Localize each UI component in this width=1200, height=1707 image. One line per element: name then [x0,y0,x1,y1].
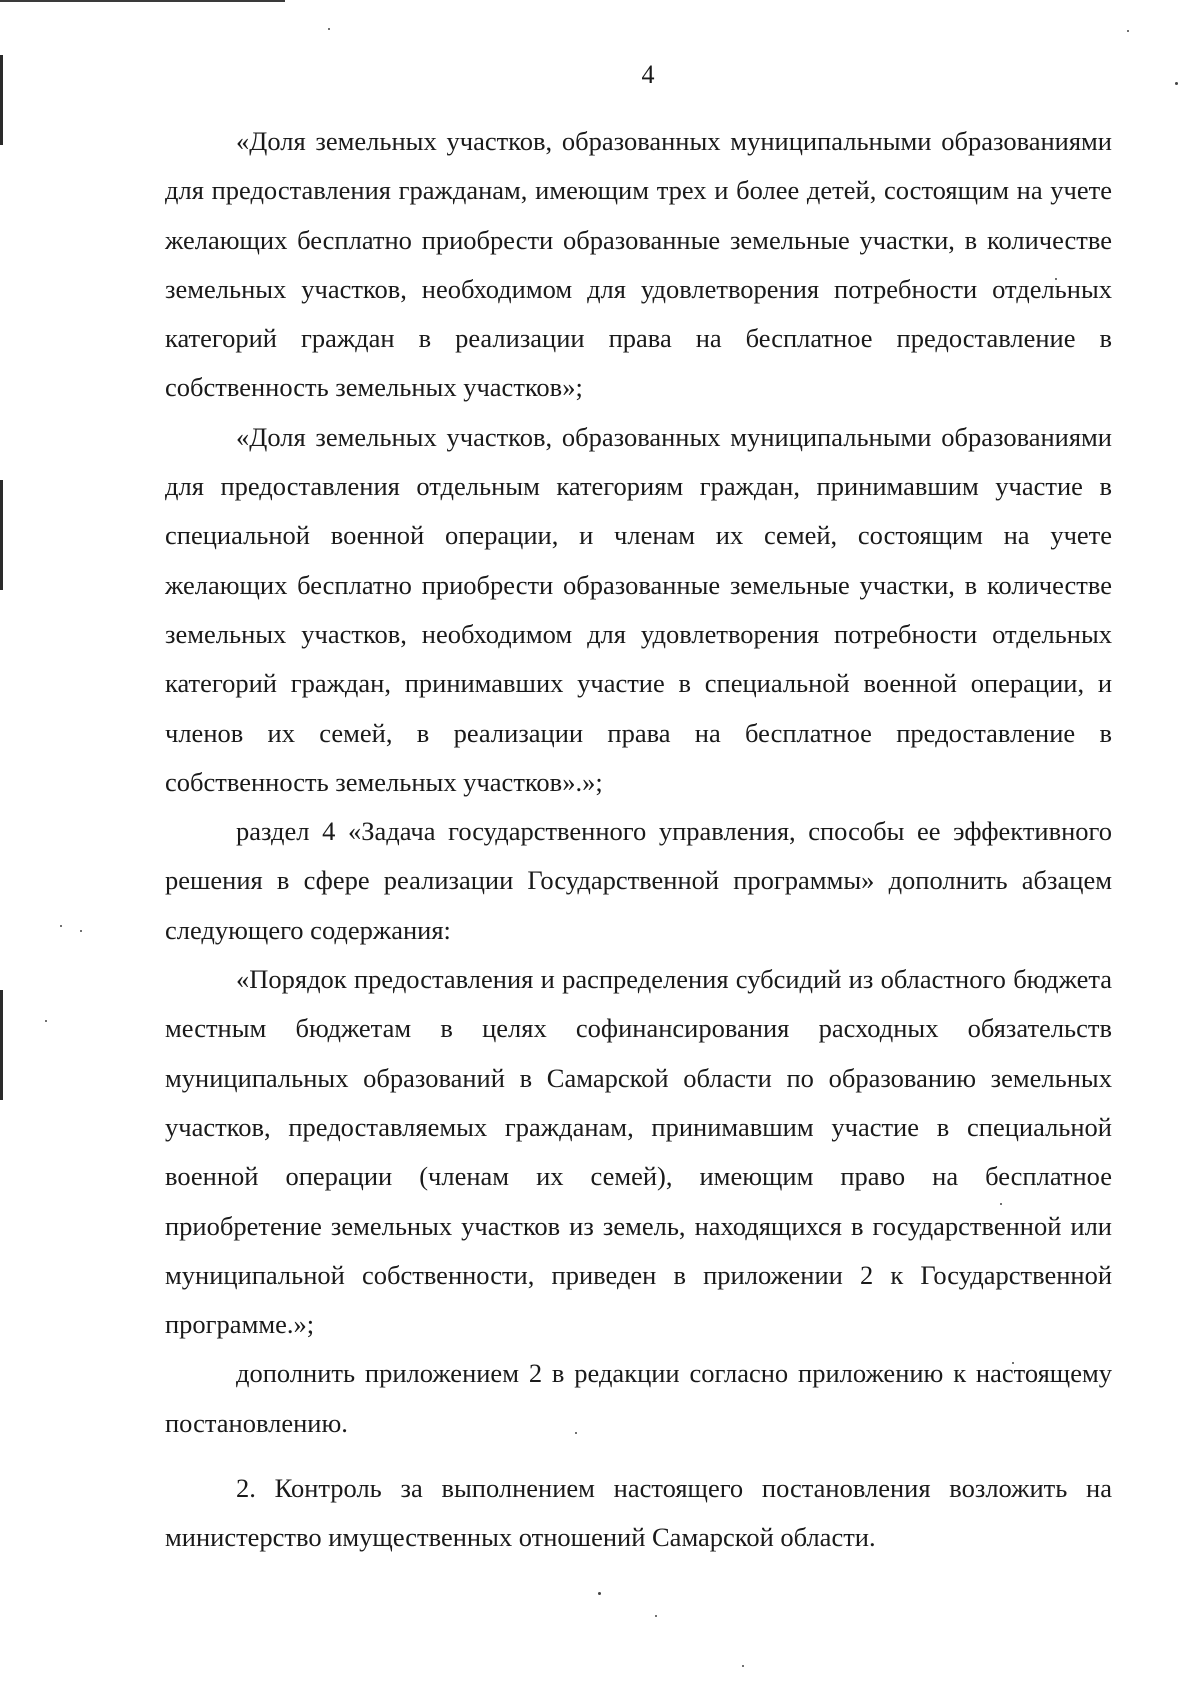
scan-speck [60,925,62,927]
paragraph-subsidy-procedure: «Порядок предоставления и распределения субсидий из областного бюджета местным бюджетам в целях софинансирования расходных обязательств муниципальных образований в Самарской области по образованию земельных участков, предоставляемых гражданам, принимавшим участие в специальной военной операции (членам их семей), имеющим право на бесплатное приобретение земельных участков из земель, находящихся в государственной или муниципальной собственности, приведен в приложении 2 к Государственной программе.»; [165,964,1112,1340]
paragraph-control-clause: 2. Контроль за выполнением настоящего постановления возложить на министерство имущественных отношений Самарской области. [165,1473,1112,1553]
scan-speck [655,1615,657,1617]
scan-speck [328,28,330,30]
scan-speck [80,930,82,932]
scan-speck [45,1020,47,1022]
scan-edge-bar [0,480,3,590]
scan-speck [598,1592,601,1595]
document-body [165,117,1112,1563]
scan-edge-line [0,0,285,2]
paragraph-share-large-families: «Доля земельных участков, образованных муниципальными образованиями для предоставления гражданам, имеющим трех и более детей, состоящим на учете желающих бесплатно приобрести образованные земельные участки, в количестве земельных участков, необходимом для удовлетворения потребности отдельных категорий граждан в реализации права на бесплатное предоставление в собственность земельных участков»; [165,126,1112,403]
paragraph-share-svo-participants: «Доля земельных участков, образованных муниципальными образованиями для предоставления отдельным категориям граждан, принимавшим участие в специальной военной операции, и членам их семей, состоящим на учете желающих бесплатно приобрести образованные земельные участки, в количестве земельных участков, необходимом для удовлетворения потребности отдельных категорий граждан, принимавших участие в специальной военной операции, и членов их семей, в реализации права на бесплатное предоставление в собственность земельных участков».»; [165,421,1112,797]
scan-speck [742,1665,744,1667]
paragraph-section-4-amendment: раздел 4 «Задача государственного управления, способы ее эффективного решения в сфере реализации Государственной программы» дополнить абзацем следующего содержания: [165,816,1112,945]
paragraph-appendix-2: дополнить приложением 2 в редакции согласно приложению к настоящему постановлению. [165,1358,1112,1438]
scan-edge-bar [0,990,3,1100]
page-number: 4 [641,60,655,89]
scan-speck [1127,30,1129,32]
